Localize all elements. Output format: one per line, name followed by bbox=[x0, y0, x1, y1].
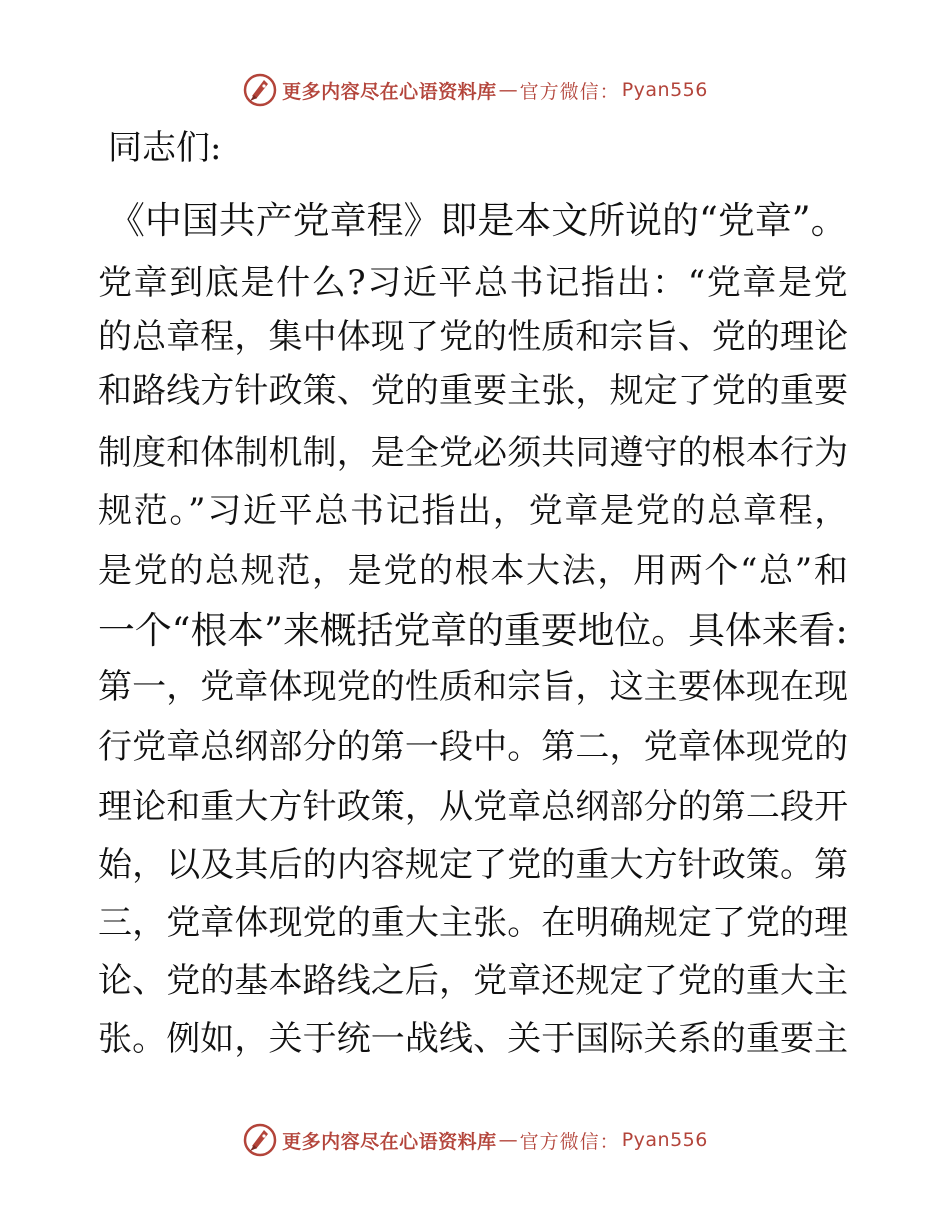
pen-nib-circle-icon bbox=[242, 1122, 278, 1158]
body-line: 是党的总规范，是党的根本大法，用两个“总”和 bbox=[98, 551, 850, 591]
body-line: 理论和重大方针政策，从党章总纲部分的第二段开 bbox=[98, 787, 849, 827]
banner-dash: — bbox=[498, 1129, 518, 1151]
pen-nib-circle-icon bbox=[242, 72, 278, 108]
brand-text: 更多内容尽在心语资料库 bbox=[282, 1130, 497, 1153]
body-line: 论、党的基本路线之后，党章还规定了党的重大主 bbox=[98, 961, 849, 1001]
banner-dash: — bbox=[498, 79, 518, 101]
wechat-id: Pyan556 bbox=[621, 79, 708, 101]
body-line: 三，党章体现党的重大主张。在明确规定了党的理 bbox=[98, 903, 849, 943]
wechat-label: 官方微信： bbox=[519, 80, 620, 103]
header-banner bbox=[0, 70, 950, 110]
wechat-id: Pyan556 bbox=[621, 1129, 708, 1151]
footer-banner bbox=[0, 1120, 950, 1160]
body-line: 《中国共产党章程》即是本文所说的“党章”。 bbox=[108, 199, 848, 242]
body-line: 党章到底是什么?习近平总书记指出：“党章是党 bbox=[98, 263, 850, 303]
body-line: 行党章总纲部分的第一段中。第二，党章体现党的 bbox=[98, 727, 849, 767]
body-line: 张。例如，关于统一战线、关于国际关系的重要主 bbox=[98, 1019, 849, 1059]
body-line: 规范。”习近平总书记指出，党章是党的总章程， bbox=[98, 491, 850, 531]
brand-text: 更多内容尽在心语资料库 bbox=[282, 80, 497, 103]
body-line: 第一，党章体现党的性质和宗旨，这主要体现在现 bbox=[98, 667, 849, 707]
body-line: 制度和体制机制，是全党必须共同遵守的根本行为 bbox=[98, 433, 849, 473]
body-line: 始，以及其后的内容规定了党的重大方针政策。第 bbox=[98, 845, 849, 885]
body-line: 和路线方针政策、党的重要主张，规定了党的重要 bbox=[98, 371, 849, 411]
body-line: 的总章程，集中体现了党的性质和宗旨、党的理论 bbox=[98, 317, 849, 357]
greeting: 同志们: bbox=[108, 128, 222, 168]
wechat-label: 官方微信： bbox=[519, 1130, 620, 1153]
body-line: 一个“根本”来概括党章的重要地位。具体来看: bbox=[98, 609, 848, 652]
